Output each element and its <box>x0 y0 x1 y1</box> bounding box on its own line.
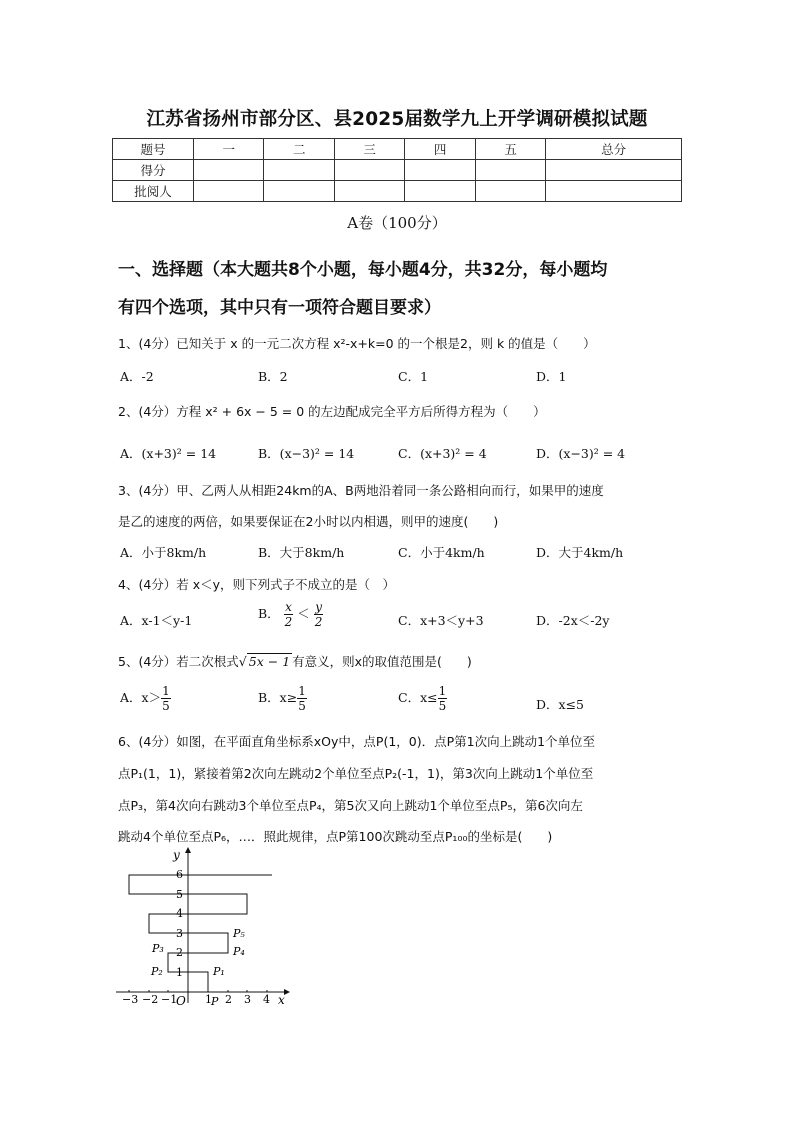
score-row-label: 批阅人 <box>113 181 194 202</box>
q1-option-d[interactable]: D．1 <box>536 369 567 384</box>
y-tick-label: 4 <box>176 907 183 920</box>
score-header-cell: 二 <box>264 139 334 160</box>
x-tick-label: 3 <box>244 993 251 1006</box>
q1-option-b[interactable]: B．2 <box>258 369 288 384</box>
q4-option-c[interactable]: C．x+3＜y+3 <box>398 613 484 628</box>
x-tick-label: −2 <box>142 993 159 1006</box>
q3-option-a[interactable]: A．小于8km/h <box>120 545 207 560</box>
score-cell[interactable] <box>264 181 334 202</box>
q5-option-b[interactable] <box>258 684 307 713</box>
q2-option-c[interactable]: C．(x+3)² = 4 <box>398 446 487 461</box>
question-3-line1: 3、(4分）甲、乙两人从相距24km的A、B两地沿着同一条公路相向而行，如果甲的速度 <box>118 483 604 498</box>
score-cell[interactable] <box>546 181 682 202</box>
score-cell[interactable] <box>475 160 545 181</box>
q5-option-c[interactable] <box>398 684 447 713</box>
y-tick-label: 1 <box>176 966 183 979</box>
q4-option-b[interactable] <box>258 600 323 629</box>
origin-label: O <box>176 994 186 1008</box>
score-cell[interactable] <box>334 181 404 202</box>
score-table-header-row <box>113 139 682 160</box>
point-p1-label: P₁ <box>213 965 225 978</box>
question-6-line1: 6、(4分）如图，在平面直角坐标系xOy中，点P(1，0)．点P第1次向上跳动1个单位至 <box>118 734 596 749</box>
x-axis-label: x <box>278 993 285 1007</box>
q5-text-after: 有意义，则x的取值范围是( ) <box>292 654 472 669</box>
question-6-line4: 跳动4个单位至点P₆，…．照此规律，点P第100次跳动至点P₁₀₀的坐标是( ) <box>118 829 553 844</box>
y-axis-arrow-icon <box>185 847 191 853</box>
q4-option-d[interactable]: D．-2x＜-2y <box>536 613 610 628</box>
x-tick-label: 2 <box>225 993 232 1006</box>
sqrt-icon: √ <box>238 654 247 669</box>
score-cell[interactable] <box>194 160 264 181</box>
question-6-line3: 点P₃，第4次向右跳动3个单位至点P₄，第5次又向上跳动1个单位至点P₅，第6次向左 <box>118 798 583 813</box>
x-tick-label: 4 <box>263 993 270 1006</box>
page-title: 江苏省扬州市部分区、县2025届数学九上开学调研模拟试题 <box>146 109 648 130</box>
question-4-text: 4、(4分）若 x＜y，则下列式子不成立的是（ ） <box>118 577 396 592</box>
q3-option-c[interactable]: C．小于4km/h <box>398 545 485 560</box>
point-p-label: P <box>211 995 219 1008</box>
q4-option-a[interactable]: A．x-1＜y-1 <box>120 613 193 628</box>
q3-option-d[interactable]: D．大于4km/h <box>536 545 624 560</box>
fraction: $\frac{1}{5}$ <box>298 684 306 713</box>
point-p4-label: P₄ <box>233 945 245 958</box>
point-p5-label: P₅ <box>233 927 245 940</box>
score-cell[interactable] <box>264 160 334 181</box>
score-table-row <box>113 181 682 202</box>
q5-option-b-label: B．x≥ <box>258 690 298 705</box>
x-axis-arrow-icon <box>284 989 290 995</box>
fraction: $\frac{1}{5}$ <box>438 684 447 713</box>
y-tick-label: 5 <box>176 888 183 901</box>
x-tick-label: −3 <box>122 993 139 1006</box>
q5-option-c-label: C．x≤ <box>398 690 438 705</box>
q3-option-b[interactable]: B．大于8km/h <box>258 545 345 560</box>
coordinate-figure <box>112 845 297 1010</box>
point-p2-label: P₂ <box>151 965 163 978</box>
score-cell[interactable] <box>546 160 682 181</box>
q5-option-a[interactable] <box>120 684 171 713</box>
q4-option-b-label: B． <box>258 606 280 621</box>
part1-heading-line1: 一、选择题（本大题共8个小题，每小题4分，共32分，每小题均 <box>118 260 608 280</box>
q2-option-a[interactable]: A．(x+3)² = 14 <box>120 446 217 461</box>
question-3-line2: 是乙的速度的两倍，如果要保证在2小时以内相遇，则甲的速度( ) <box>118 514 499 529</box>
part1-heading-line2: 有四个选项，其中只有一项符合题目要求） <box>118 298 441 318</box>
score-cell[interactable] <box>405 160 475 181</box>
y-tick-label: 6 <box>176 868 183 881</box>
y-axis-label: y <box>173 848 180 862</box>
score-header-cell: 总分 <box>546 139 682 160</box>
score-header-cell: 一 <box>194 139 264 160</box>
score-row-label: 得分 <box>113 160 194 181</box>
fraction: $\frac{y}{2}$ <box>314 600 323 629</box>
score-cell[interactable] <box>475 181 545 202</box>
score-table <box>112 138 682 202</box>
less-than-sign: ＜ <box>297 606 310 621</box>
question-6-line2: 点P₁(1，1)，紧接着第2次向左跳动2个单位至点P₂(-1，1)，第3次向上跳动1个单位至 <box>118 766 594 781</box>
question-1-text: 1、(4分）已知关于 x 的一元二次方程 x²-x+k=0 的一个根是2，则 k 的值是（ ） <box>118 336 596 351</box>
q5-option-a-label: A．x＞ <box>120 690 162 705</box>
question-2-text: 2、(4分）方程 x² + 6x − 5 = 0 的左边配成完全平方后所得方程为（ ） <box>118 404 546 419</box>
score-cell[interactable] <box>334 160 404 181</box>
radicand: 5x − 1 <box>248 654 291 669</box>
x-ticks <box>122 993 270 1006</box>
q2-option-d[interactable]: D．(x−3)² = 4 <box>536 446 626 461</box>
score-header-cell: 题号 <box>113 139 194 160</box>
q1-option-a[interactable]: A．-2 <box>120 369 154 384</box>
point-p3-label: P₃ <box>152 942 164 955</box>
score-cell[interactable] <box>405 181 475 202</box>
score-header-cell: 五 <box>475 139 545 160</box>
y-ticks <box>176 868 183 979</box>
y-tick-label: 2 <box>176 946 183 959</box>
x-tick-label: −1 <box>161 993 178 1006</box>
score-cell[interactable] <box>194 181 264 202</box>
q5-option-d[interactable]: D．x≤5 <box>536 697 584 712</box>
question-5-text <box>118 652 472 670</box>
q2-option-b[interactable]: B．(x−3)² = 14 <box>258 446 355 461</box>
x-tick-label: 1 <box>205 993 212 1006</box>
section-label: A卷（100分） <box>347 214 447 232</box>
fraction: $\frac{x}{2}$ <box>284 600 293 629</box>
q5-text-before: 5、(4分）若二次根式 <box>118 654 239 669</box>
y-tick-label: 3 <box>176 927 183 940</box>
score-table-row <box>113 160 682 181</box>
score-header-cell: 四 <box>405 139 475 160</box>
q1-option-c[interactable]: C．1 <box>398 369 429 384</box>
fraction: $\frac{1}{5}$ <box>162 684 170 713</box>
score-header-cell: 三 <box>334 139 404 160</box>
